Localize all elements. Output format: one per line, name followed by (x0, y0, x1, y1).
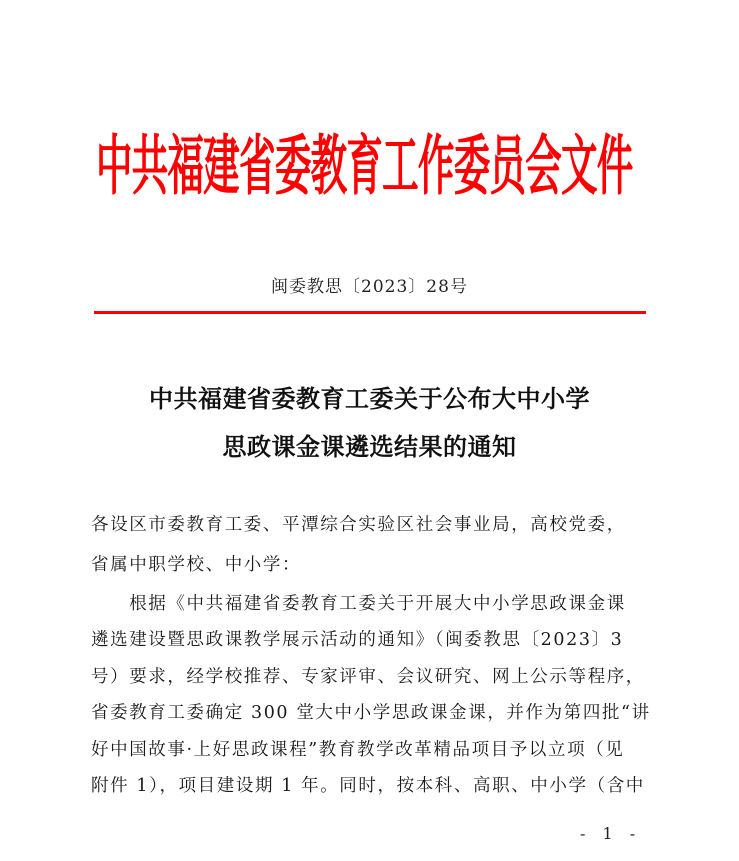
addressee-line-1: 各设区市委教育工委、平潭综合实验区社会事业局，高校党委， (91, 515, 626, 535)
body-line: 附件 1），项目建设期 1 年。同时，按本科、高职、中小学（含中 (91, 776, 645, 796)
page-number: - 1 - (580, 824, 642, 843)
masthead-title: 中共福建省委教育工作委员会文件 (96, 127, 633, 204)
notice-title-line-1: 中共福建省委教育工委关于公布大中小学 (149, 384, 590, 413)
red-divider (94, 311, 646, 314)
body-line: 遴选建设暨思政课教学展示活动的通知》（闽委教思〔2023〕3 (91, 630, 624, 650)
body-line: 号）要求，经学校推荐、专家评审、会议研究、网上公示等程序， (91, 667, 645, 687)
document-number: 闽委教思〔2023〕28号 (271, 277, 468, 297)
body-line: 好中国故事·上好思政课程”教育教学改革精品项目予以立项（见 (91, 740, 625, 760)
body-line: 根据《中共福建省委教育工委关于开展大中小学思政课金课 (91, 594, 626, 614)
addressee-line-2: 省属中职学校、中小学： (91, 555, 302, 575)
body-line: 省委教育工委确定 300 堂大中小学思政课金课，并作为第四批“讲 (91, 703, 651, 723)
notice-title-line-2: 思政课金课遴选结果的通知 (222, 432, 517, 461)
